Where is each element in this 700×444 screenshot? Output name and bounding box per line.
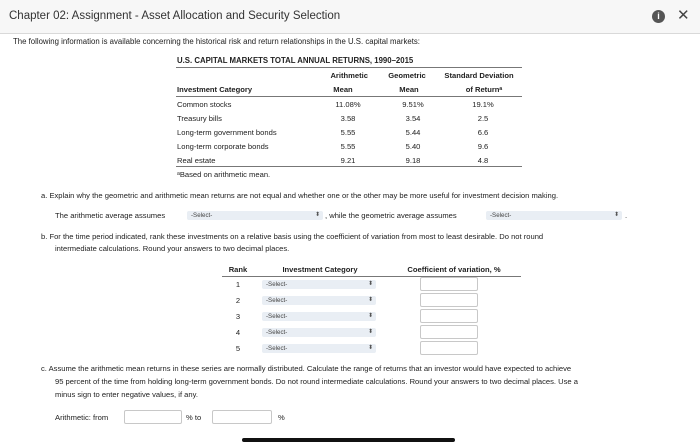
row-arithmetic: 9.21 xyxy=(340,156,356,165)
cv-input[interactable] xyxy=(420,309,478,323)
part-b-line2: intermediate calculations. Round your answers to two decimal places. xyxy=(55,244,290,253)
chevron-updown-icon: ⬍ xyxy=(367,345,373,351)
header-arithmetic-mean: Mean xyxy=(333,85,353,94)
rank-number: 2 xyxy=(235,296,241,305)
row-sd: 6.6 xyxy=(477,128,489,137)
cv-input[interactable] xyxy=(420,325,478,339)
rank-category-select[interactable] xyxy=(262,344,376,353)
row-geometric: 5.44 xyxy=(405,128,421,137)
rank-number: 1 xyxy=(235,280,241,289)
row-category: Real estate xyxy=(177,156,216,165)
row-sd: 4.8 xyxy=(477,156,489,165)
table-footnote: ᵃBased on arithmetic mean. xyxy=(177,170,271,179)
table-title: U.S. CAPITAL MARKETS TOTAL ANNUAL RETURNS, 1990–2015 xyxy=(177,56,414,65)
select-value: -Select- xyxy=(266,345,288,352)
chevron-updown-icon: ⬍ xyxy=(367,281,373,287)
part-a-middle: , while the geometric average assumes xyxy=(325,211,457,220)
part-c-line3: minus sign to enter negative values, if any. xyxy=(55,390,198,399)
category-header: Investment Category xyxy=(282,265,358,274)
table-rule-bottom xyxy=(176,166,522,167)
chevron-updown-icon: ⬍ xyxy=(367,297,373,303)
row-sd: 2.5 xyxy=(477,114,489,123)
part-a-end: . xyxy=(625,211,628,220)
row-geometric: 5.40 xyxy=(405,142,421,151)
row-sd: 9.6 xyxy=(477,142,489,151)
rank-category-select[interactable] xyxy=(262,328,376,337)
percent-to-text: % to xyxy=(186,413,202,422)
part-c-line1: c. Assume the arithmetic mean returns in these series are normally distributed. Calculate the range of returns that an investor would have expected to achieve xyxy=(41,364,572,373)
cv-input[interactable] xyxy=(420,341,478,355)
row-arithmetic: 11.08% xyxy=(335,100,361,109)
row-arithmetic: 5.55 xyxy=(340,128,356,137)
header-sd-of-return: of Returnᵃ xyxy=(465,85,503,94)
cv-input[interactable] xyxy=(420,277,478,291)
select-value: -Select- xyxy=(191,212,213,219)
row-arithmetic: 3.58 xyxy=(340,114,356,123)
cv-input[interactable] xyxy=(420,293,478,307)
table-rule-header xyxy=(176,96,522,97)
arithmetic-from-label: Arithmetic: from xyxy=(55,413,109,422)
select-value: -Select- xyxy=(266,297,288,304)
row-geometric: 9.18 xyxy=(405,156,421,165)
row-category: Treasury bills xyxy=(177,114,222,123)
rank-category-select[interactable] xyxy=(262,280,376,289)
chevron-updown-icon: ⬍ xyxy=(367,329,373,335)
close-icon[interactable]: ✕ xyxy=(677,7,690,24)
header-geometric-mean: Mean xyxy=(399,85,419,94)
row-sd: 19.1% xyxy=(472,100,494,109)
range-from-input[interactable] xyxy=(124,410,182,424)
rank-number: 3 xyxy=(235,312,241,321)
title-bar xyxy=(0,0,700,34)
select-value: -Select- xyxy=(490,212,512,219)
page-title: Chapter 02: Assignment - Asset Allocation and Security Selection xyxy=(9,10,341,22)
row-category: Long-term corporate bonds xyxy=(177,142,269,151)
rank-category-select[interactable] xyxy=(262,296,376,305)
range-to-input[interactable] xyxy=(212,410,272,424)
rank-header: Rank xyxy=(228,265,248,274)
header-arithmetic: Arithmetic xyxy=(330,71,368,80)
row-category: Long-term government bonds xyxy=(177,128,277,137)
row-geometric: 9.51% xyxy=(402,100,424,109)
rank-number: 5 xyxy=(235,344,241,353)
row-geometric: 3.54 xyxy=(405,114,421,123)
header-investment-category: Investment Category xyxy=(177,85,253,94)
chevron-updown-icon: ⬍ xyxy=(613,212,619,218)
rank-number: 4 xyxy=(235,328,241,337)
row-arithmetic: 5.55 xyxy=(340,142,356,151)
cv-header: Coefficient of variation, % xyxy=(407,265,501,274)
percent-sign: % xyxy=(278,413,285,422)
table-rule-top xyxy=(176,67,522,68)
select-value: -Select- xyxy=(266,281,288,288)
rank-category-select[interactable] xyxy=(262,312,376,321)
info-icon[interactable]: i xyxy=(652,10,665,23)
geometric-assumption-select[interactable] xyxy=(486,211,622,220)
part-b-line1: b. For the time period indicated, rank these investments on a relative basis using the coefficient of variation from most to least desirable. Do not round xyxy=(41,232,544,241)
part-a-question: a. Explain why the geometric and arithmetic mean returns are not equal and whether one or the other may be more useful for investment decision making. xyxy=(41,191,559,200)
select-value: -Select- xyxy=(266,329,288,336)
part-c-line2: 95 percent of the time from holding long-term government bonds. Do not round intermediate calculations. Round your answers to two decimal places. Use a xyxy=(55,377,578,386)
header-standard-deviation: Standard Deviation xyxy=(444,71,514,80)
header-geometric: Geometric xyxy=(388,71,426,80)
select-value: -Select- xyxy=(266,313,288,320)
row-category: Common stocks xyxy=(177,100,232,109)
chevron-updown-icon: ⬍ xyxy=(367,313,373,319)
part-a-lead: The arithmetic average assumes xyxy=(55,211,166,220)
home-indicator xyxy=(242,438,455,442)
arithmetic-assumption-select[interactable] xyxy=(187,211,323,220)
chevron-updown-icon: ⬍ xyxy=(314,212,320,218)
intro-text: The following information is available concerning the historical risk and return relationships in the U.S. capital markets: xyxy=(13,37,420,46)
